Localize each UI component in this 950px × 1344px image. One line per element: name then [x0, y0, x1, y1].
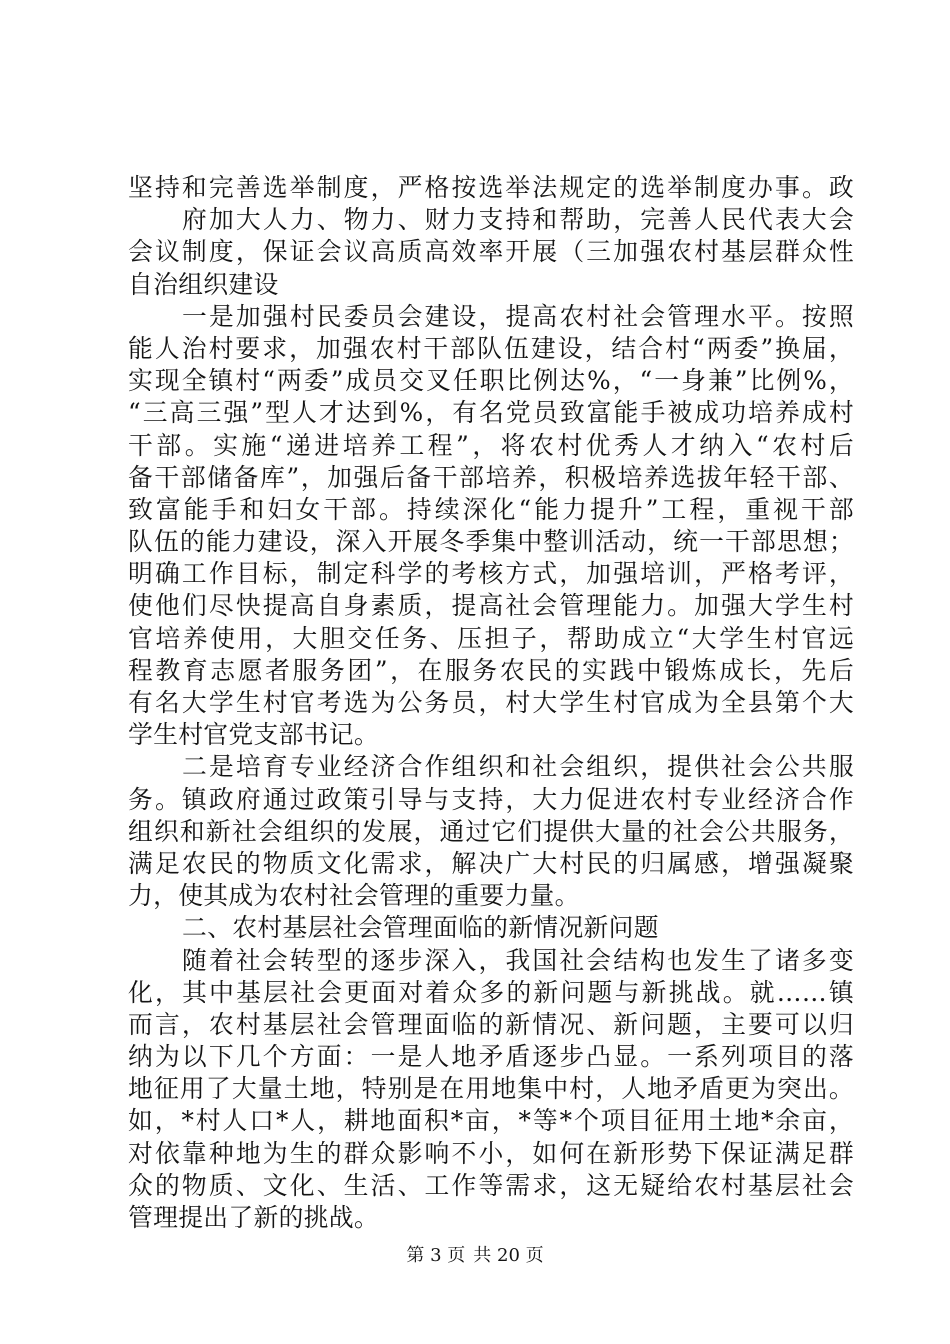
text-line: 如，*村人口*人，耕地面积*亩，*等*个项目征用土地*余亩， [128, 1106, 854, 1136]
body-text [128, 172, 854, 1234]
text-line: 官培养使用，大胆交任务、压担子，帮助成立“大学生村官远 [128, 623, 854, 653]
text-line: “三高三强”型人才达到%，有名党员致富能手被成功培养成村 [128, 398, 854, 428]
text-line: 能人治村要求，加强农村干部队伍建设，结合村“两委”换届， [128, 333, 854, 363]
text-line: 管理提出了新的挑战。 [128, 1203, 379, 1232]
text-line: 众的物质、文化、生活、工作等需求，这无疑给农村基层社会 [128, 1170, 854, 1200]
text-line: 会议制度，保证会议高质高效率开展（三加强农村基层群众性 [128, 237, 854, 267]
text-line: 府加大人力、物力、财力支持和帮助，完善人民代表大会 [182, 205, 854, 235]
text-line: 务。镇政府通过政策引导与支持，大力促进农村专业经济合作 [128, 784, 854, 814]
text-line: 实现全镇村“两委”成员交叉任职比例达%，“一身兼”比例%， [128, 366, 854, 396]
page-number: 第 3 页 [406, 1245, 466, 1266]
text-line: 满足农民的物质文化需求，解决广大村民的归属感，增强凝聚 [128, 848, 854, 878]
text-line: 化，其中基层社会更面对着众多的新问题与新挑战。就……镇 [128, 977, 854, 1007]
text-line: 对依靠种地为生的群众影响不小，如何在新形势下保证满足群 [128, 1138, 854, 1168]
text-line: 干部。实施“递进培养工程”，将农村优秀人才纳入“农村后 [128, 430, 854, 460]
text-line: 明确工作目标，制定科学的考核方式，加强培训，严格考评， [128, 559, 854, 589]
text-line: 力，使其成为农村社会管理的重要力量。 [128, 881, 580, 911]
page-footer [0, 1245, 950, 1267]
text-line: 而言，农村基层社会管理面临的新情况、新问题，主要可以归 [128, 1009, 854, 1039]
text-line: 学生村官党支部书记。 [128, 720, 379, 750]
section-heading: 二、农村基层社会管理面临的新情况新问题 [182, 913, 659, 943]
text-line: 纳为以下几个方面：一是人地矛盾逐步凸显。一系列项目的落 [128, 1042, 854, 1072]
text-line: 有名大学生村官考选为公务员，村大学生村官成为全县第个大 [128, 688, 854, 717]
text-line: 使他们尽快提高自身素质，提高社会管理能力。加强大学生村 [128, 591, 854, 621]
text-line: 程教育志愿者服务团”，在服务农民的实践中锻炼成长，先后 [128, 655, 854, 685]
text-line: 队伍的能力建设，深入开展冬季集中整训活动，统一干部思想； [128, 527, 854, 557]
text-line: 备干部储备库”，加强后备干部培养，积极培养选拔年轻干部、 [128, 462, 854, 492]
text-line: 坚持和完善选举制度，严格按选举法规定的选举制度办事。政 [128, 173, 854, 202]
text-line: 致富能手和妇女干部。持续深化“能力提升”工程，重视干部 [128, 494, 854, 524]
text-line: 一是加强村民委员会建设，提高农村社会管理水平。按照 [182, 301, 854, 331]
text-line: 组织和新社会组织的发展，通过它们提供大量的社会公共服务， [128, 816, 854, 846]
text-line: 二是培育专业经济合作组织和社会组织，提供社会公共服 [182, 752, 854, 782]
text-line: 地征用了大量土地，特别是在用地集中村，人地矛盾更为突出。 [128, 1074, 854, 1104]
page-total: 共 20 页 [473, 1245, 544, 1266]
text-line: 自治组织建设 [128, 269, 279, 299]
text-line: 随着社会转型的逐步深入，我国社会结构也发生了诸多变 [182, 945, 854, 975]
